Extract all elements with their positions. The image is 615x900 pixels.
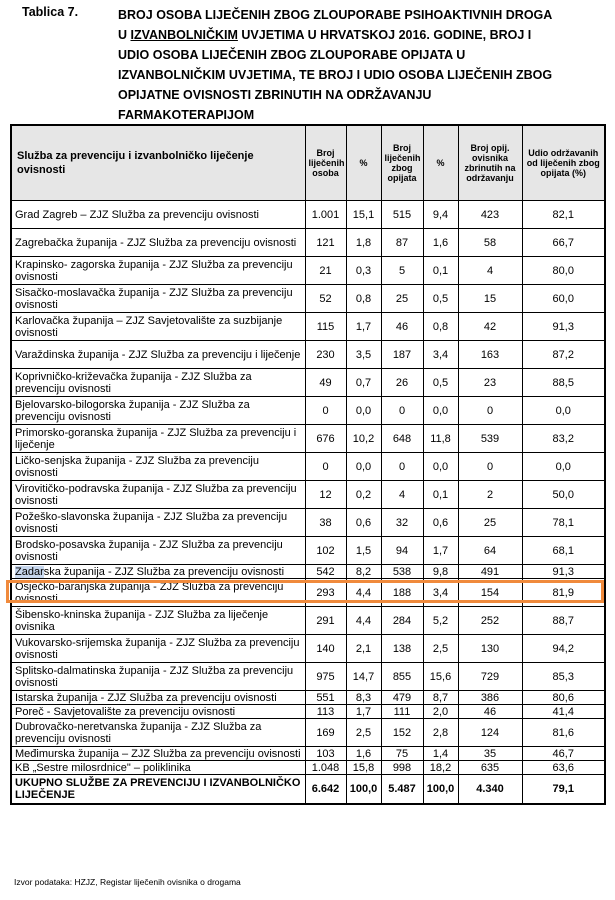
table-row: [11, 481, 605, 509]
opiates-percent: 18,2: [423, 761, 458, 775]
maintenance-count: 64: [458, 537, 522, 565]
table-row: [11, 201, 605, 229]
percent: 0,3: [346, 257, 381, 285]
opiates-percent: 2,8: [423, 719, 458, 747]
maintenance-count: 25: [458, 509, 522, 537]
total-count-treated: 6.642: [305, 775, 346, 805]
table-row: [11, 369, 605, 397]
table-row: [11, 663, 605, 691]
opiates-percent: 1,6: [423, 229, 458, 257]
count-treated: 230: [305, 341, 346, 369]
count-treated: 12: [305, 481, 346, 509]
totals-label: UKUPNO SLUŽBE ZA PREVENCIJU I IZVANBOLNIČKO LIJEČENJE: [11, 775, 305, 805]
service-name[interactable]: [11, 565, 305, 579]
header-opiates-percent: %: [423, 125, 458, 201]
table-row: [11, 705, 605, 719]
opiates-treated: 75: [381, 747, 423, 761]
header-percent: %: [346, 125, 381, 201]
opiates-percent: 8,7: [423, 691, 458, 705]
maintenance-share: 91,3: [522, 313, 605, 341]
title-line: OPIJATNE OVISNOSTI ZBRINUTIH NA ODRŽAVANJU: [118, 88, 432, 102]
opiates-percent: 1,4: [423, 747, 458, 761]
totals-row: [11, 775, 605, 805]
opiates-percent: 0,0: [423, 453, 458, 481]
opiates-treated: 4: [381, 481, 423, 509]
service-name: Primorsko-goranska županija - ZJZ Služba za prevenciju i liječenje: [11, 425, 305, 453]
percent: 10,2: [346, 425, 381, 453]
table-row: [11, 341, 605, 369]
table-row: [11, 607, 605, 635]
service-name: Grad Zagreb – ZJZ Služba za prevenciju ovisnosti: [11, 201, 305, 229]
count-treated: 52: [305, 285, 346, 313]
maintenance-count: 635: [458, 761, 522, 775]
maintenance-count: 163: [458, 341, 522, 369]
total-opiates-treated: 5.487: [381, 775, 423, 805]
maintenance-share: 85,3: [522, 663, 605, 691]
opiates-percent: 0,8: [423, 313, 458, 341]
service-name: Vukovarsko-srijemska županija - ZJZ Služba za prevenciju ovisnosti: [11, 635, 305, 663]
percent: 0,0: [346, 453, 381, 481]
source-note: Izvor podataka: HZJZ, Registar liječenih ovisnika o drogama: [14, 877, 241, 887]
opiates-percent: 0,5: [423, 285, 458, 313]
count-treated: 140: [305, 635, 346, 663]
maintenance-count: 58: [458, 229, 522, 257]
maintenance-count: 0: [458, 453, 522, 481]
opiates-percent: 3,4: [423, 341, 458, 369]
opiates-treated: 32: [381, 509, 423, 537]
percent: 14,7: [346, 663, 381, 691]
opiates-treated: 998: [381, 761, 423, 775]
service-name: Osječko-baranjska županija - ZJZ Služba za prevenciju ovisnosti: [11, 579, 305, 607]
table-row: [11, 747, 605, 761]
maintenance-count: 386: [458, 691, 522, 705]
opiates-treated: 284: [381, 607, 423, 635]
opiates-percent: 1,7: [423, 537, 458, 565]
service-name: Sisačko-moslavačka županija - ZJZ Služba za prevenciju ovisnosti: [11, 285, 305, 313]
table-row: [11, 509, 605, 537]
percent: 1,6: [346, 747, 381, 761]
table-row: [11, 635, 605, 663]
percent: 4,4: [346, 579, 381, 607]
opiates-treated: 538: [381, 565, 423, 579]
title-line: BROJ OSOBA LIJEČENIH ZBOG ZLOUPORABE PSIHOAKTIVNIH DROGA: [118, 8, 553, 22]
count-treated: 542: [305, 565, 346, 579]
opiates-treated: 152: [381, 719, 423, 747]
service-name: Šibensko-kninska županija - ZJZ Služba za liječenje ovisnika: [11, 607, 305, 635]
opiates-treated: 515: [381, 201, 423, 229]
maintenance-share: 46,7: [522, 747, 605, 761]
count-treated: 49: [305, 369, 346, 397]
table-row: [11, 313, 605, 341]
maintenance-share: 82,1: [522, 201, 605, 229]
maintenance-share: 81,6: [522, 719, 605, 747]
count-treated: 676: [305, 425, 346, 453]
maintenance-count: 46: [458, 705, 522, 719]
opiates-percent: 15,6: [423, 663, 458, 691]
count-treated: 113: [305, 705, 346, 719]
table-row: [11, 257, 605, 285]
count-treated: 291: [305, 607, 346, 635]
title-fragment: UVJETIMA U HRVATSKOJ 2016. GODINE, BROJ I: [237, 28, 532, 42]
total-maintenance-share: 79,1: [522, 775, 605, 805]
maintenance-count: 252: [458, 607, 522, 635]
count-treated: 0: [305, 397, 346, 425]
opiates-treated: 188: [381, 579, 423, 607]
maintenance-count: 491: [458, 565, 522, 579]
header-service: Služba za prevenciju i izvanbolničko liječenje ovisnosti: [11, 125, 305, 201]
table-row: [11, 761, 605, 775]
service-name: Zagrebačka županija - ZJZ Služba za prevenciju ovisnosti: [11, 229, 305, 257]
count-treated: 38: [305, 509, 346, 537]
percent: 3,5: [346, 341, 381, 369]
opiates-treated: 855: [381, 663, 423, 691]
opiates-treated: 0: [381, 453, 423, 481]
percent: 15,1: [346, 201, 381, 229]
maintenance-count: 729: [458, 663, 522, 691]
percent: 1,8: [346, 229, 381, 257]
opiates-treated: 87: [381, 229, 423, 257]
count-treated: 1.001: [305, 201, 346, 229]
service-name: Istarska županija - ZJZ Služba za prevenciju ovisnosti: [11, 691, 305, 705]
title-underlined-word: IZVANBOLNIČKIM: [130, 28, 238, 42]
count-treated: 293: [305, 579, 346, 607]
table-row: [11, 537, 605, 565]
title-line: UDIO OSOBA LIJEČENIH ZBOG ZLOUPORABE OPIJATA U: [118, 48, 466, 62]
maintenance-share: 60,0: [522, 285, 605, 313]
service-name: Brodsko-posavska županija - ZJZ Služba za prevenciju ovisnosti: [11, 537, 305, 565]
service-name: Splitsko-dalmatinska županija - ZJZ Služba za prevenciju ovisnosti: [11, 663, 305, 691]
table-row-highlighted[interactable]: [11, 565, 605, 579]
maintenance-share: 83,2: [522, 425, 605, 453]
maintenance-share: 50,0: [522, 481, 605, 509]
count-treated: 975: [305, 663, 346, 691]
table-row: [11, 579, 605, 607]
opiates-percent: 0,6: [423, 509, 458, 537]
header-count-treated: Broj liječenih osoba: [305, 125, 346, 201]
header-maintenance-share: Udio održavanih od liječenih zbog opijata (%): [522, 125, 605, 201]
header-maintenance: Broj opij. ovisnika zbrinutih na održavanju: [458, 125, 522, 201]
opiates-percent: 0,0: [423, 397, 458, 425]
opiates-treated: 138: [381, 635, 423, 663]
percent: 0,8: [346, 285, 381, 313]
table-row: [11, 719, 605, 747]
opiates-percent: 9,8: [423, 565, 458, 579]
maintenance-share: 80,0: [522, 257, 605, 285]
header-row: [11, 125, 605, 201]
opiates-percent: 0,5: [423, 369, 458, 397]
total-maintenance-count: 4.340: [458, 775, 522, 805]
title-line: FARMAKOTERAPIJOM: [118, 108, 255, 122]
percent: 1,7: [346, 705, 381, 719]
title-fragment: U: [118, 28, 131, 42]
count-treated: 1.048: [305, 761, 346, 775]
opiates-percent: 11,8: [423, 425, 458, 453]
maintenance-share: 80,6: [522, 691, 605, 705]
maintenance-share: 88,5: [522, 369, 605, 397]
opiates-percent: 2,0: [423, 705, 458, 719]
opiates-treated: 25: [381, 285, 423, 313]
service-name: Koprivničko-križevačka županija - ZJZ Služba za prevenciju ovisnosti: [11, 369, 305, 397]
table-caption: [22, 5, 602, 122]
title-line: IZVANBOLNIČKIM UVJETIMA, TE BROJ I UDIO OSOBA LIJEČENIH ZBOG: [118, 68, 553, 82]
table-row: [11, 425, 605, 453]
service-name: Međimurska županija – ZJZ Služba za prevenciju ovisnosti: [11, 747, 305, 761]
total-opiates-percent: 100,0: [423, 775, 458, 805]
table-number: Tablica 7.: [22, 5, 79, 19]
percent: 2,1: [346, 635, 381, 663]
maintenance-share: 91,3: [522, 565, 605, 579]
maintenance-count: 124: [458, 719, 522, 747]
count-treated: 103: [305, 747, 346, 761]
service-name: Bjelovarsko-bilogorska županija - ZJZ Služba za prevenciju ovisnosti: [11, 397, 305, 425]
maintenance-count: 2: [458, 481, 522, 509]
count-treated: 551: [305, 691, 346, 705]
service-name: Krapinsko- zagorska županija - ZJZ Služba za prevenciju ovisnosti: [11, 257, 305, 285]
percent: 4,4: [346, 607, 381, 635]
table-row: [11, 229, 605, 257]
maintenance-count: 23: [458, 369, 522, 397]
opiates-percent: 2,5: [423, 635, 458, 663]
maintenance-count: 0: [458, 397, 522, 425]
maintenance-share: 63,6: [522, 761, 605, 775]
table-row: [11, 397, 605, 425]
maintenance-share: 81,9: [522, 579, 605, 607]
table-row: [11, 285, 605, 313]
opiates-percent: 9,4: [423, 201, 458, 229]
percent: 0,2: [346, 481, 381, 509]
opiates-treated: 5: [381, 257, 423, 285]
service-name: Karlovačka županija – ZJZ Savjetovalište za suzbijanje ovisnosti: [11, 313, 305, 341]
table-title: [118, 5, 598, 125]
percent: 8,2: [346, 565, 381, 579]
service-name: Dubrovačko-neretvanska županija - ZJZ Služba za prevenciju ovisnosti: [11, 719, 305, 747]
percent: 15,8: [346, 761, 381, 775]
title-line: [118, 25, 598, 45]
opiates-treated: 26: [381, 369, 423, 397]
maintenance-count: 42: [458, 313, 522, 341]
maintenance-count: 154: [458, 579, 522, 607]
maintenance-count: 423: [458, 201, 522, 229]
opiates-treated: 94: [381, 537, 423, 565]
maintenance-share: 0,0: [522, 397, 605, 425]
count-treated: 102: [305, 537, 346, 565]
opiates-treated: 187: [381, 341, 423, 369]
service-name: KB „Sestre milosrdnice" – poliklinika: [11, 761, 305, 775]
service-name: Ličko-senjska županija - ZJZ Služba za prevenciju ovisnosti: [11, 453, 305, 481]
percent: 0,6: [346, 509, 381, 537]
opiates-treated: 46: [381, 313, 423, 341]
count-treated: 21: [305, 257, 346, 285]
service-name-rest: ska županija - ZJZ Služba za prevenciju ovisnosti: [43, 565, 285, 578]
opiates-percent: 5,2: [423, 607, 458, 635]
percent: 8,3: [346, 691, 381, 705]
service-name: Varaždinska županija - ZJZ Služba za prevenciju i liječenje: [11, 341, 305, 369]
opiates-treated: 479: [381, 691, 423, 705]
service-name: Požeško-slavonska županija - ZJZ Služba za prevenciju ovisnosti: [11, 509, 305, 537]
opiates-percent: 0,1: [423, 481, 458, 509]
percent: 1,5: [346, 537, 381, 565]
maintenance-share: 87,2: [522, 341, 605, 369]
opiates-treated: 648: [381, 425, 423, 453]
maintenance-count: 130: [458, 635, 522, 663]
percent: 1,7: [346, 313, 381, 341]
total-percent: 100,0: [346, 775, 381, 805]
count-treated: 169: [305, 719, 346, 747]
data-table: [10, 124, 606, 805]
header-opiates-treated: Broj liječenih zbog opijata: [381, 125, 423, 201]
percent: 0,7: [346, 369, 381, 397]
table-row: [11, 453, 605, 481]
maintenance-share: 68,1: [522, 537, 605, 565]
maintenance-count: 35: [458, 747, 522, 761]
count-treated: 115: [305, 313, 346, 341]
count-treated: 121: [305, 229, 346, 257]
maintenance-share: 78,1: [522, 509, 605, 537]
percent: 0,0: [346, 397, 381, 425]
count-treated: 0: [305, 453, 346, 481]
maintenance-share: 41,4: [522, 705, 605, 719]
maintenance-count: 539: [458, 425, 522, 453]
maintenance-share: 88,7: [522, 607, 605, 635]
maintenance-share: 66,7: [522, 229, 605, 257]
opiates-treated: 0: [381, 397, 423, 425]
selected-text[interactable]: Zadar: [15, 565, 44, 578]
maintenance-count: 15: [458, 285, 522, 313]
service-name: Virovitičko-podravska županija - ZJZ Služba za prevenciju ovisnosti: [11, 481, 305, 509]
opiates-treated: 111: [381, 705, 423, 719]
service-name: Poreč - Savjetovalište za prevenciju ovisnosti: [11, 705, 305, 719]
opiates-percent: 0,1: [423, 257, 458, 285]
percent: 2,5: [346, 719, 381, 747]
table-row: [11, 691, 605, 705]
opiates-percent: 3,4: [423, 579, 458, 607]
maintenance-share: 94,2: [522, 635, 605, 663]
maintenance-count: 4: [458, 257, 522, 285]
maintenance-share: 0,0: [522, 453, 605, 481]
